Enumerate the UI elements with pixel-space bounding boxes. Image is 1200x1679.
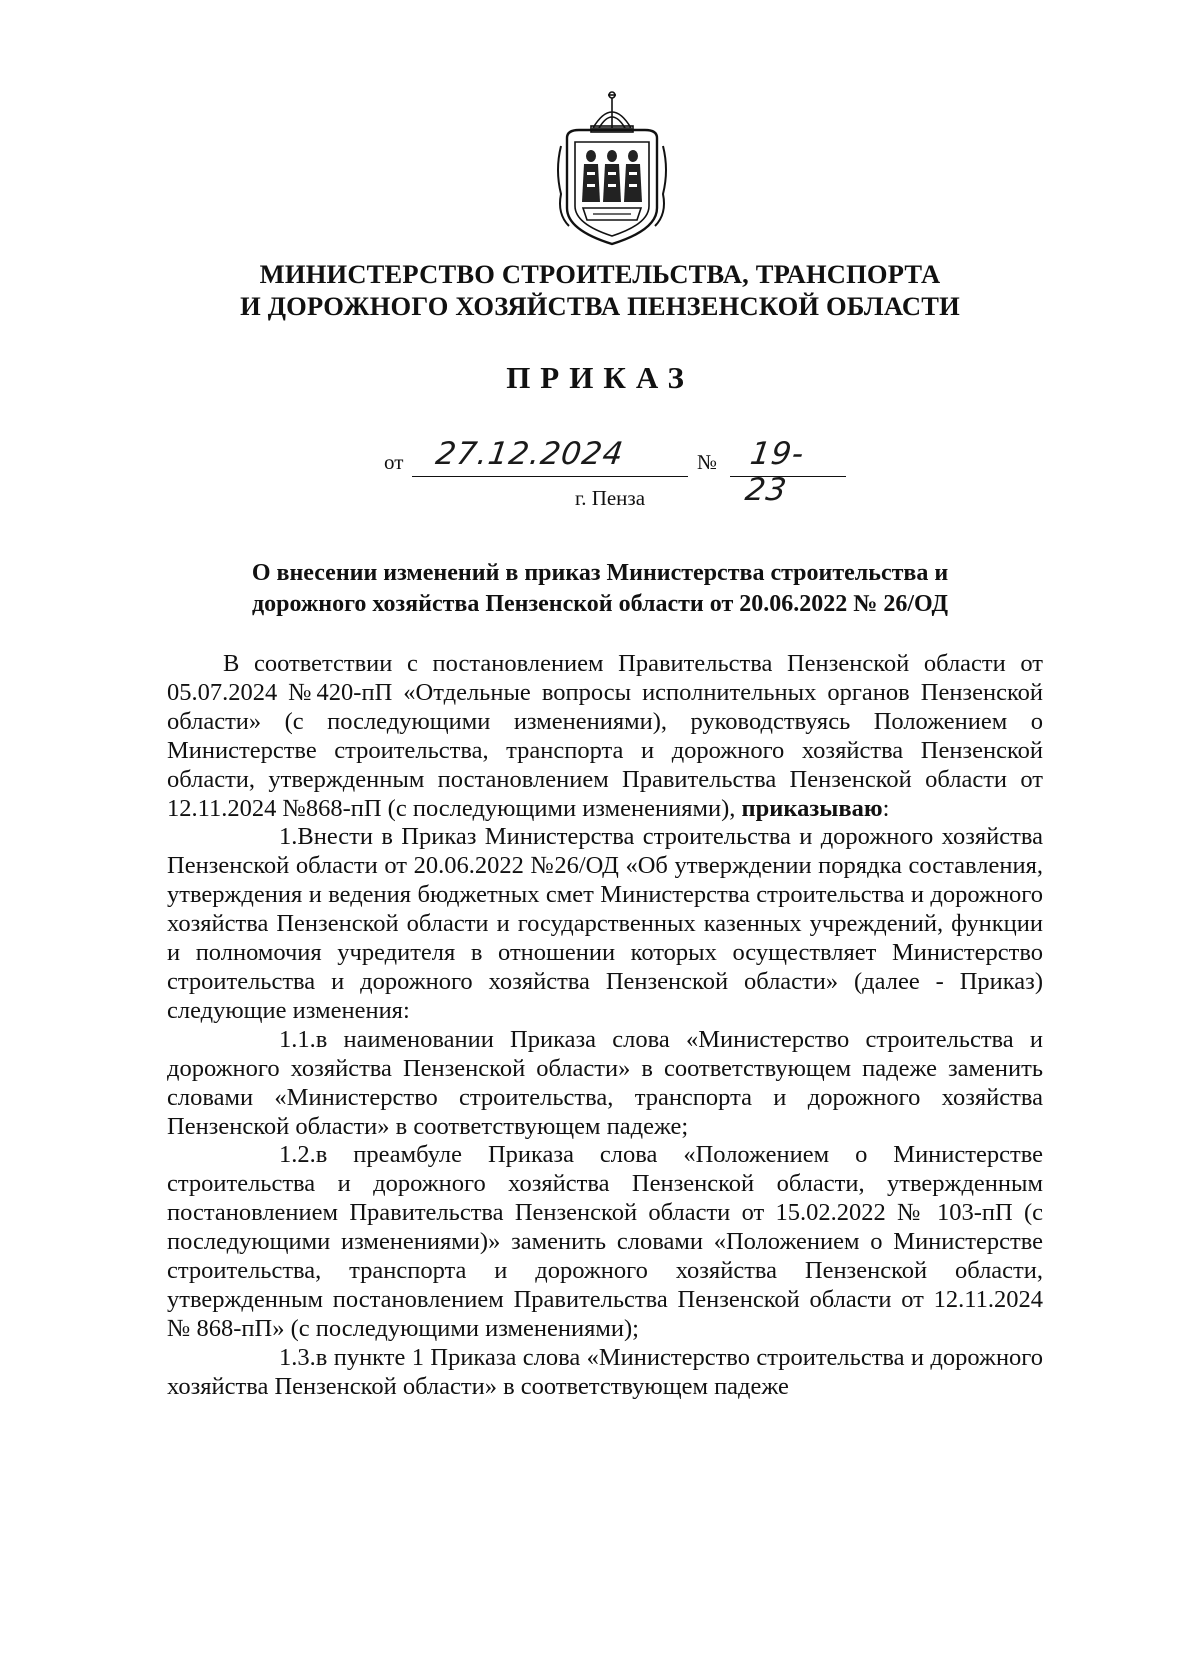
item-text: в преамбуле Приказа слова «Положением о Министерстве строительства и дорожного хозяйства Пензенской области, утвержденным постановлением Правительства Пензенской области от 15.02.2022 № 103-пП (с последующими изменениями)» заменить словами «Положением о Министерстве строительства, транспорта и дорожного хозяйства Пензенской области, утвержденным постановлением Правительства Пензенской области от 12.11.2024 № 868-пП» (с последующими изменениями); [167,1141,1043,1342]
preamble-order-word: приказываю [741,794,883,822]
item-marker: 1.3. [279,1343,316,1371]
preamble-colon: : [882,794,890,822]
list-item [167,1344,1043,1402]
ministry-name [150,258,1050,322]
ministry-name-line2: И ДОРОЖНОГО ХОЗЯЙСТВА ПЕНЗЕНСКОЙ ОБЛАСТИ [240,291,960,321]
list-item [167,1026,1043,1142]
number-prefix: № [697,450,718,474]
handwritten-date: 27.12.2024 [433,436,627,472]
item-marker: 1. [279,823,298,851]
subject-line1: О внесении изменений в приказ Министерства строительства и [251,560,949,586]
date-prefix: от [384,450,404,474]
item-text: в пункте 1 Приказа слова «Министерство строительства и дорожного хозяйства Пензенской области» в соответствующем падеже [167,1343,1043,1400]
city-line: г. Пенза [574,486,646,510]
item-text: Внести в Приказ Министерства строительства и дорожного хозяйства Пензенской области от 20.06.2022 №26/ОД «Об утверждении порядка составления, утверждения и ведения бюджетных смет Министерства строительства и дорожного хозяйства Пензенской области и государственных казенных учреждений, функции и полномочия учредителя в отношении которых осуществляет Министерство строительства и дорожного хозяйства Пензенской области» (далее - Приказ) следующие изменения: [167,823,1043,1024]
preamble-paragraph [167,650,1043,823]
list-item [167,823,1043,1025]
document-body [167,650,1043,1402]
ministry-name-line1: МИНИСТЕРСТВО СТРОИТЕЛЬСТВА, ТРАНСПОРТА [259,259,941,289]
item-marker: 1.2. [279,1141,316,1169]
document-type-title: ПРИКАЗ [506,360,694,395]
list-item [167,1141,1043,1343]
date-underline [412,476,688,477]
coat-of-arms-icon [553,90,671,250]
handwritten-number: 19-23 [742,436,807,508]
subject-line2: дорожного хозяйства Пензенской области от 20.06.2022 № 26/ОД [251,591,948,617]
item-marker: 1.1. [279,1025,316,1053]
order-subject [150,558,1050,620]
preamble-text: В соответствии с постановлением Правительства Пензенской области от 05.07.2024 №420-пП «Отдельные вопросы исполнительных органов Пензенской области» (с последующими изменениями), руководствуясь Положением о Министерстве строительства, транспорта и дорожного хозяйства Пензенской области, утвержденным постановлением Правительства Пензенской области от 12.11.2024 №868-пП (с последующими изменениями), [167,650,1043,822]
item-text: в наименовании Приказа слова «Министерство строительства и дорожного хозяйства Пензенской области» в соответствующем падеже заменить словами «Министерство строительства, транспорта и дорожного хозяйства Пензенской области» в соответствующем падеже; [167,1025,1043,1140]
